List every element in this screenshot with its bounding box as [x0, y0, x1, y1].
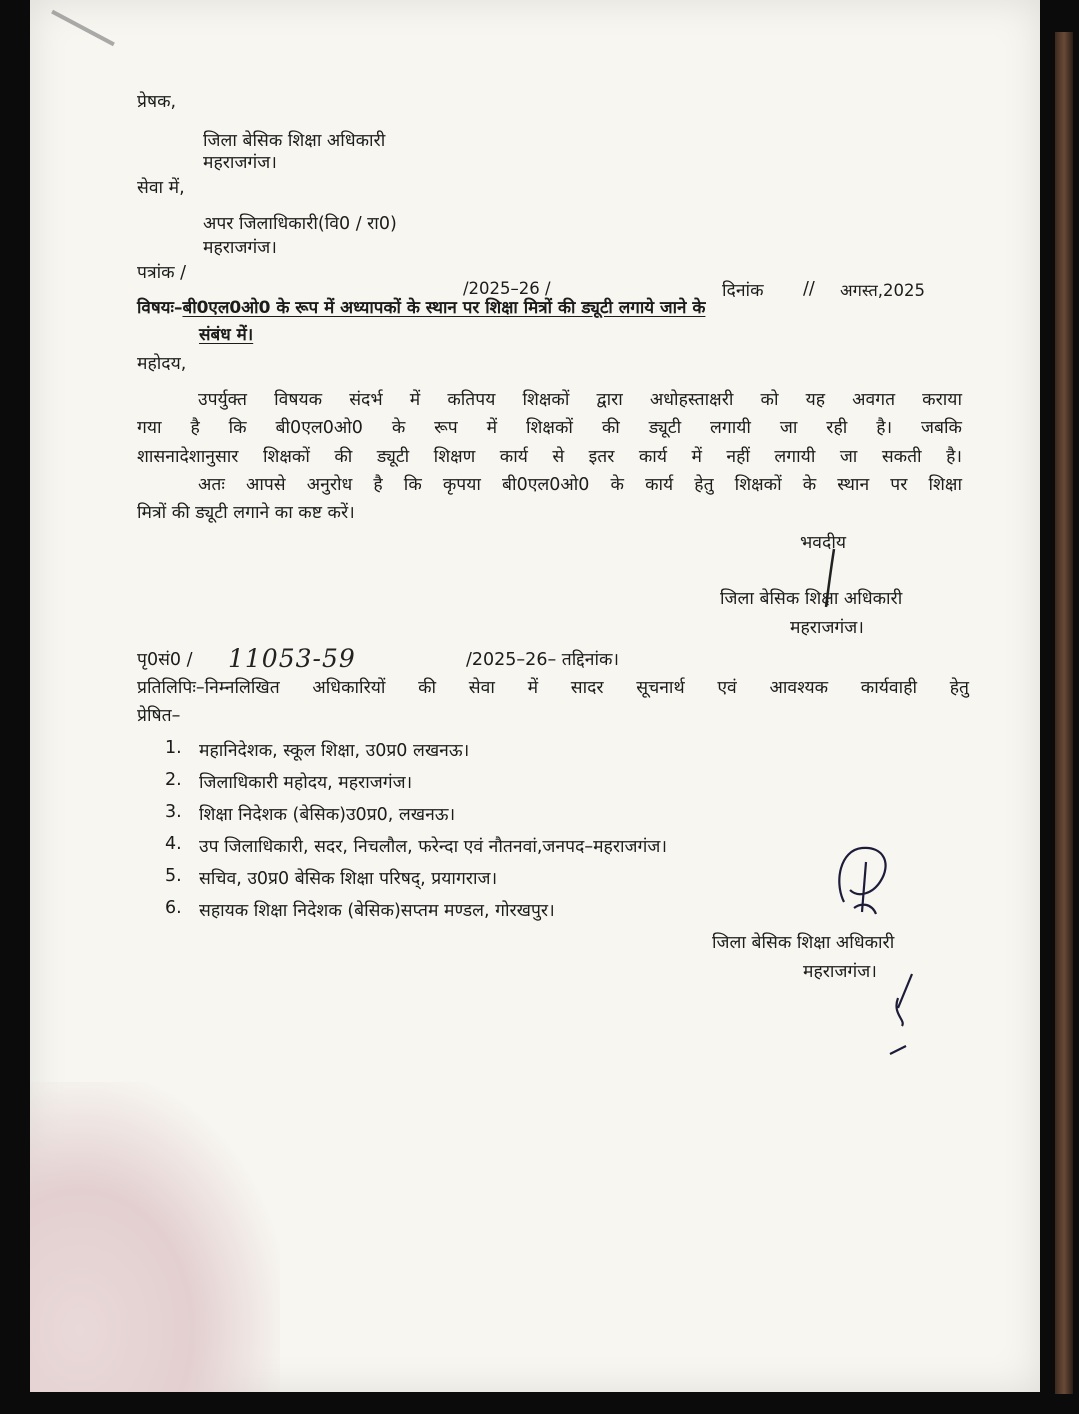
recipient-text: शिक्षा निदेशक (बेसिक)उ0प्र0, लखनऊ।	[199, 805, 456, 825]
recipient-list	[165, 738, 667, 930]
to-label: सेवा में,	[137, 178, 185, 198]
to-place: महराजगंज।	[203, 238, 277, 258]
sign-title: जिला बेसिक शिक्षा अधिकारी	[720, 589, 903, 609]
sender-label: प्रेषक,	[137, 92, 177, 112]
recipient-number: 1.	[165, 738, 182, 758]
date-label: दिनांक	[722, 281, 764, 301]
sign-place: महराजगंज।	[790, 618, 864, 638]
body-line: मित्रों की ड्यूटी लगाने का कष्ट करें।	[137, 503, 355, 523]
copy-line-2: प्रेषित–	[137, 706, 181, 726]
initials-mark	[884, 968, 924, 1063]
body-line: उपर्युक्त विषयक संदर्भ में कतिपय शिक्षकों द्वारा अधोहस्ताक्षरी को यह अवगत कराया	[198, 390, 962, 410]
endorsement-ref-label: पृ0सं0 /	[137, 650, 193, 670]
recipient-number: 5.	[165, 866, 182, 886]
to-title: अपर जिलाधिकारी(वि0 / रा0)	[203, 214, 397, 234]
subject-line-1	[137, 298, 705, 318]
ref-year: /2025–26 /	[463, 279, 551, 298]
recipient-number: 3.	[165, 802, 182, 822]
list-item	[165, 834, 667, 866]
body-line: शासनादेशानुसार शिक्षकों की ड्यूटी शिक्षण कार्य से इतर कार्य में नहीं लगायी जा सकती है।	[137, 447, 962, 467]
list-item	[165, 866, 667, 898]
recipient-text: सचिव, उ0प्र0 बेसिक शिक्षा परिषद्, प्रयागराज।	[199, 869, 498, 889]
recipient-number: 2.	[165, 770, 182, 790]
recipient-text: महानिदेशक, स्कूल शिक्षा, उ0प्र0 लखनऊ।	[199, 741, 470, 761]
body-line: अतः आपसे अनुरोध है कि कृपया बी0एल0ओ0 के कार्य हेतु शिक्षकों के स्थान पर शिक्षा	[198, 475, 962, 495]
recipient-text: उप जिलाधिकारी, सदर, निचलौल, फरेन्दा एवं नौतनवां,जनपद–महराजगंज।	[199, 837, 667, 857]
closing: भवदीय	[800, 533, 847, 553]
list-item	[165, 770, 667, 802]
subject-line-2: संबंध में।	[199, 325, 254, 345]
sign2-place: महराजगंज।	[803, 962, 877, 982]
endorsement-ref-year: /2025–26– तद्दिनांक।	[466, 650, 620, 670]
subject-prefix: विषयः–	[137, 298, 183, 318]
recipient-number: 4.	[165, 834, 182, 854]
salutation: महोदय,	[137, 354, 187, 374]
list-item	[165, 898, 667, 930]
paper-mark	[51, 10, 115, 46]
photo-background-edge	[1055, 32, 1073, 1394]
body-line: गया है कि बी0एल0ओ0 के रूप में शिक्षकों की ड्यूटी लगायी जा रही है। जबकि	[137, 418, 962, 438]
recipient-text: सहायक शिक्षा निदेशक (बेसिक)सप्तम मण्डल, गोरखपुर।	[199, 901, 555, 921]
ref-label: पत्रांक /	[137, 263, 187, 283]
handwritten-signature	[832, 842, 902, 937]
endorsement-ref-number: 11053-59	[228, 644, 356, 673]
copy-line-1: प्रतिलिपिः–निम्नलिखित अधिकारियों की सेवा में सादर सूचनार्थ एवं आवश्यक कार्यवाही हेतु	[137, 678, 969, 698]
subject-text-1: बी0एल0ओ0 के रूप में अध्यापकों के स्थान पर शिक्षा मित्रों की ड्यूटी लगाये जाने के	[182, 298, 706, 318]
list-item	[165, 738, 667, 770]
recipient-number: 6.	[165, 898, 182, 918]
sign2-title: जिला बेसिक शिक्षा अधिकारी	[712, 933, 895, 953]
date-day: //	[803, 279, 815, 299]
list-item	[165, 802, 667, 834]
recipient-text: जिलाधिकारी महोदय, महराजगंज।	[199, 773, 413, 793]
sender-title: जिला बेसिक शिक्षा अधिकारी	[203, 131, 386, 151]
finger-shadow	[30, 1082, 280, 1392]
date-value: अगस्त,2025	[840, 281, 925, 300]
sender-place: महराजगंज।	[203, 153, 277, 173]
